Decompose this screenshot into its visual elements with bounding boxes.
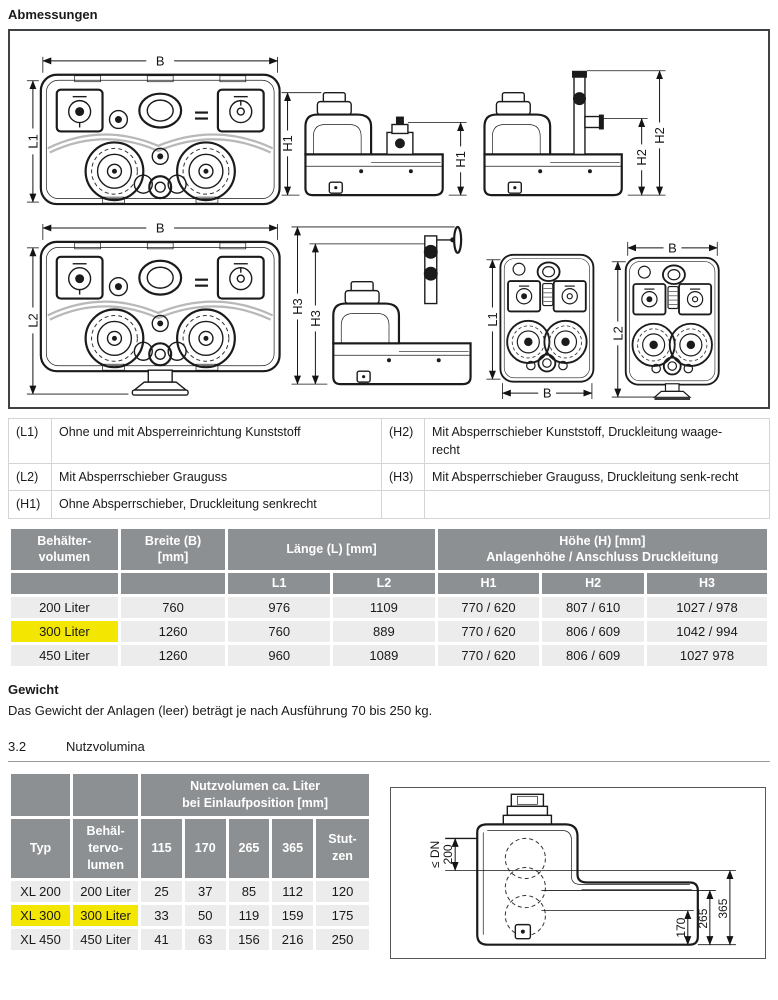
dim-label-l2: L2 xyxy=(25,313,41,328)
col-header-nutzvolumen-span: Nutzvolumen ca. Liter bei Einlaufposition [mm] xyxy=(141,774,369,816)
col-header-behaeltervolumen: Behälter-volumen xyxy=(11,529,118,571)
legend-key-empty xyxy=(382,491,425,518)
cell-h3: 1027 978 xyxy=(647,645,767,666)
dimensions-table-subheader-row xyxy=(11,573,767,594)
cell-170: 37 xyxy=(185,881,226,902)
col-header-breite: Breite (B) [mm] xyxy=(121,529,226,571)
col-subheader-empty xyxy=(11,573,118,594)
col-header-265: 265 xyxy=(229,819,270,878)
legend-key-h1: (H1) xyxy=(9,491,52,518)
gewicht-text: Das Gewicht der Anlagen (leer) beträgt je nach Ausführung 70 bis 250 kg. xyxy=(8,703,433,719)
dim-label-h3-short: H3 xyxy=(307,310,323,327)
cell-breite: 1260 xyxy=(121,645,226,666)
legend-text-h1: Ohne Absperrschieber, Druckleitung senkrecht xyxy=(52,491,382,518)
cell-stutzen: 250 xyxy=(316,929,369,950)
cell-115: 41 xyxy=(141,929,182,950)
col-subheader-l1: L1 xyxy=(228,573,330,594)
table-row-450-liter xyxy=(11,645,767,666)
legend-text-empty xyxy=(425,491,770,518)
cell-volume: 200 Liter xyxy=(11,597,118,618)
cell-volume: 450 Liter xyxy=(11,645,118,666)
gewicht-heading: Gewicht xyxy=(8,682,59,698)
cell-h1: 770 / 620 xyxy=(438,597,540,618)
cell-h2: 806 / 609 xyxy=(542,621,644,642)
cell-l1: 976 xyxy=(228,597,330,618)
dim-label-365: 365 xyxy=(715,898,730,919)
col-header-hoehe: Höhe (H) [mm] Anlagenhöhe / Anschluss Druckleitung xyxy=(438,529,767,571)
dim-label-h2-short: H2 xyxy=(634,149,650,166)
cell-365: 216 xyxy=(272,929,313,950)
section-heading-nutzvolumina xyxy=(8,739,770,762)
cell-breite: 760 xyxy=(121,597,226,618)
cell-h3: 1042 / 994 xyxy=(647,621,767,642)
dim-label-h2-tall: H2 xyxy=(652,127,668,144)
dimensions-table-header-row xyxy=(11,529,767,571)
dim-label-h1-tall: H1 xyxy=(280,135,296,152)
top-view-portrait-L1-drawing xyxy=(485,255,593,401)
dimensions-table xyxy=(8,526,770,670)
dim-label-l1-portrait: L1 xyxy=(484,312,500,327)
cell-stutzen: 120 xyxy=(316,881,369,902)
cell-l1: 760 xyxy=(228,621,330,642)
cell-365: 159 xyxy=(272,905,313,926)
table-row-200-liter xyxy=(11,597,767,618)
dim-label-170: 170 xyxy=(673,917,688,938)
cell-265: 156 xyxy=(229,929,270,950)
page-title: Abmessungen xyxy=(8,7,98,22)
legend-key-l2: (L2) xyxy=(9,464,52,491)
cell-typ: XL 450 xyxy=(11,929,70,950)
legend-row xyxy=(9,419,770,464)
cell-115: 25 xyxy=(141,881,182,902)
legend-row xyxy=(9,464,770,491)
dimensions-diagram-svg xyxy=(10,31,768,407)
cell-h1: 770 / 620 xyxy=(438,645,540,666)
legend-key-h3: (H3) xyxy=(382,464,425,491)
col-header-115: 115 xyxy=(141,819,182,878)
dim-label-l1: L1 xyxy=(25,134,41,149)
dim-label-b2: B xyxy=(155,220,165,236)
col-header-typ: Typ xyxy=(11,819,70,878)
legend-table xyxy=(8,418,770,519)
nutz-header-row1 xyxy=(11,774,369,816)
cell-volume-highlighted: 300 Liter xyxy=(11,621,118,642)
dim-label-b-portrait1: B xyxy=(542,385,552,401)
legend-text-l1: Ohne und mit Absperreinrichtung Kunststoff xyxy=(52,419,382,464)
dim-label-h1-short: H1 xyxy=(453,151,469,168)
nutzvolumina-table xyxy=(8,771,372,952)
table-row-xl450 xyxy=(11,929,369,950)
section-number: 3.2 xyxy=(8,739,27,755)
col-subheader-l2: L2 xyxy=(333,573,435,594)
col-header-empty xyxy=(73,774,138,816)
cell-typ-highlighted: XL 300 xyxy=(11,905,70,926)
legend-key-l1: (L1) xyxy=(9,419,52,464)
cell-170: 50 xyxy=(185,905,226,926)
col-subheader-h3: H3 xyxy=(647,573,767,594)
legend-text-l2: Mit Absperrschieber Grauguss xyxy=(52,464,382,491)
inlet-position-diagram xyxy=(390,787,766,959)
cell-stutzen: 175 xyxy=(316,905,369,926)
dim-label-265: 265 xyxy=(695,908,710,929)
nutz-header-row2 xyxy=(11,819,369,878)
col-subheader-h2: H2 xyxy=(542,573,644,594)
table-row-xl300 xyxy=(11,905,369,926)
side-view-H2-drawing xyxy=(484,71,667,195)
col-subheader-h1: H1 xyxy=(438,573,540,594)
cell-265: 119 xyxy=(229,905,270,926)
top-view-L1-drawing xyxy=(25,53,279,204)
cell-h2: 807 / 610 xyxy=(542,597,644,618)
col-subheader-empty xyxy=(121,573,226,594)
cell-breite: 1260 xyxy=(121,621,226,642)
legend-text-h2: Mit Absperrschieber Kunststoff, Druckleitung waage-recht xyxy=(425,419,770,464)
cell-265: 85 xyxy=(229,881,270,902)
dn-label-line2: 200 xyxy=(441,844,456,865)
legend-key-h2: (H2) xyxy=(382,419,425,464)
cell-365: 112 xyxy=(272,881,313,902)
col-header-empty xyxy=(11,774,70,816)
top-view-L2-drawing xyxy=(25,220,279,395)
cell-115: 33 xyxy=(141,905,182,926)
section-title: Nutzvolumina xyxy=(66,739,145,755)
cell-h1: 770 / 620 xyxy=(438,621,540,642)
legend-text-h3: Mit Absperrschieber Grauguss, Druckleitung senk-recht xyxy=(425,464,770,491)
cell-volumen-highlighted: 300 Liter xyxy=(73,905,138,926)
col-header-laenge: Länge (L) [mm] xyxy=(228,529,434,571)
cell-h3: 1027 / 978 xyxy=(647,597,767,618)
cell-h2: 806 / 609 xyxy=(542,645,644,666)
cell-typ: XL 200 xyxy=(11,881,70,902)
cell-volumen: 200 Liter xyxy=(73,881,138,902)
dim-label-h3-tall: H3 xyxy=(289,298,305,315)
col-header-behaeltervolumen: Behäl-tervo-lumen xyxy=(73,819,138,878)
col-header-170: 170 xyxy=(185,819,226,878)
col-header-stutzen: Stut-zen xyxy=(316,819,369,878)
cell-l2: 1089 xyxy=(333,645,435,666)
side-view-H1-drawing xyxy=(280,93,468,195)
dim-label-b: B xyxy=(155,53,165,69)
cell-170: 63 xyxy=(185,929,226,950)
inlet-position-svg xyxy=(391,788,765,958)
cell-l2: 1109 xyxy=(333,597,435,618)
dim-label-l2-portrait: L2 xyxy=(610,326,626,341)
legend-row xyxy=(9,491,770,518)
dim-label-b-portrait2: B xyxy=(668,240,677,256)
table-row-300-liter xyxy=(11,621,767,642)
top-view-portrait-L2-drawing xyxy=(610,240,718,399)
nutzvolumina-section xyxy=(8,771,770,959)
cell-l1: 960 xyxy=(228,645,330,666)
dimensions-diagram xyxy=(8,29,770,409)
cell-l2: 889 xyxy=(333,621,435,642)
side-view-H3-drawing xyxy=(290,227,471,384)
table-row-xl200 xyxy=(11,881,369,902)
cell-volumen: 450 Liter xyxy=(73,929,138,950)
dn-label-line1: ≤ DN xyxy=(428,840,443,869)
col-header-365: 365 xyxy=(272,819,313,878)
